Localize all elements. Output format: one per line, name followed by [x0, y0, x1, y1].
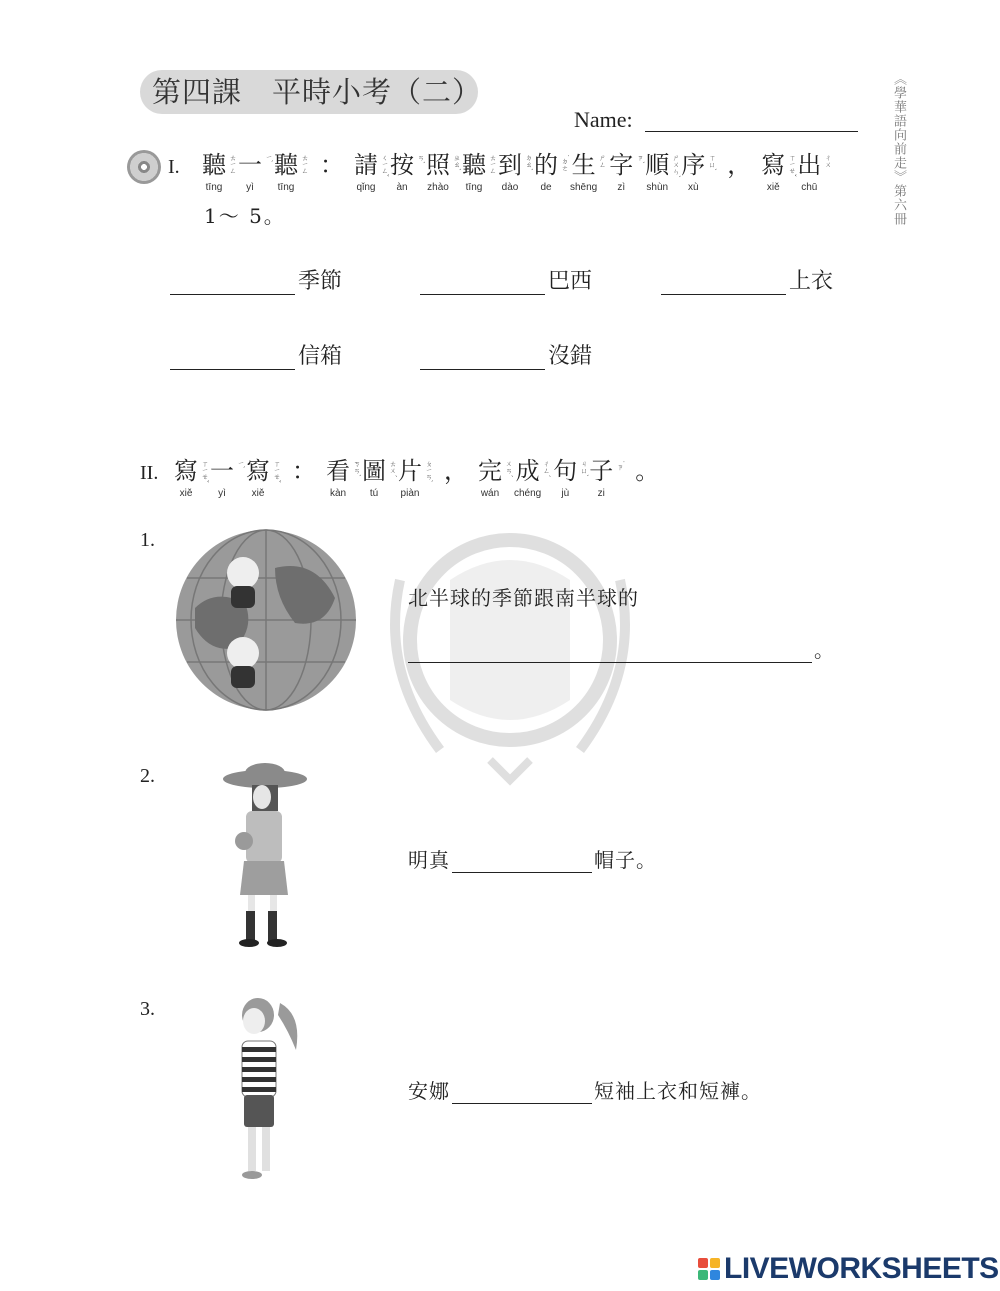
ruby-character: [681, 150, 717, 194]
ruby-character: [534, 150, 569, 194]
pinyin: de: [540, 182, 552, 193]
pinyin: tīng: [277, 182, 295, 193]
ruby-character: [174, 456, 209, 500]
zhuyin: ㄕㄨㄣˋ: [672, 154, 681, 179]
hanzi: 聽 ㄊㄧㄥ: [462, 151, 497, 179]
pinyin: xiě: [179, 488, 193, 499]
ruby-character: [570, 150, 607, 194]
ruby-character: [390, 150, 425, 194]
logo-text: LIVEWORKSHEETS: [724, 1252, 999, 1285]
word-blank-5[interactable]: [420, 339, 592, 370]
hanzi: 請 ㄑㄧㄥˇ: [354, 151, 389, 179]
pinyin: zì: [617, 182, 626, 193]
ruby-character: [246, 456, 281, 500]
section-1-instruction: [202, 150, 833, 194]
word-blank-4[interactable]: [170, 339, 342, 370]
hanzi: 看 ㄎㄢˋ: [326, 457, 361, 485]
ruby-character: [478, 456, 513, 500]
zhuyin: ㄒㄩˋ: [708, 154, 717, 172]
zhuyin: ㄆㄧㄢˋ: [425, 460, 433, 484]
zhuyin: ㄔㄨ: [824, 154, 833, 168]
word-label: 上衣: [789, 269, 834, 294]
name-label: Name:: [574, 107, 633, 132]
pinyin: tīng: [465, 182, 483, 193]
pinyin: chū: [801, 182, 818, 193]
zhuyin: ˙ㄉㄜ: [561, 154, 569, 172]
hanzi: 按 ㄢˋ: [390, 151, 425, 179]
book-side-title: 《學華語向前走》第六冊: [891, 72, 906, 226]
logo-block: [698, 1258, 708, 1268]
girl-ponytail-picture: [230, 995, 302, 1180]
ruby-character: [326, 456, 361, 500]
zhuyin: ㄊㄧㄥ: [229, 154, 237, 174]
question-3-end: 短袖上衣和短褲。: [594, 1079, 762, 1103]
section-1-colon: ：: [320, 151, 344, 179]
zhuyin: ㄐㄩˋ: [580, 460, 589, 478]
zhuyin: ㄊㄨˊ: [389, 460, 397, 478]
section-2-period: 。: [635, 457, 660, 485]
zhuyin: ㄒㄧㄝˇ: [273, 460, 281, 484]
question-1-answer-line[interactable]: [408, 642, 812, 663]
pinyin: wán: [480, 488, 500, 499]
answer-line[interactable]: [170, 272, 295, 295]
question-2-sentence: [408, 844, 657, 873]
answer-line[interactable]: [420, 347, 545, 370]
logo-blocks-icon: [698, 1258, 720, 1280]
answer-line[interactable]: [420, 272, 545, 295]
hanzi: 聽 ㄊㄧㄥ: [274, 151, 309, 179]
logo-block: [698, 1270, 708, 1280]
ruby-character: [462, 150, 497, 194]
zhuyin: ˙ㄗ: [616, 460, 625, 471]
ruby-character: [645, 150, 681, 194]
answer-line[interactable]: [170, 347, 295, 370]
zhuyin: ㄒㄧㄝˇ: [201, 460, 209, 484]
hanzi: 句 ㄐㄩˋ: [553, 457, 589, 485]
audio-cd-icon[interactable]: [127, 150, 161, 184]
pinyin: jù: [561, 488, 570, 499]
zhuyin: ㄑㄧㄥˇ: [381, 154, 389, 178]
hanzi: 一 ㄧˋ: [210, 457, 245, 485]
question-3-start: 安娜: [408, 1079, 450, 1103]
word-label: 巴西: [548, 269, 593, 294]
question-1-sentence: [408, 582, 639, 611]
zhuyin: ㄊㄧㄥ: [301, 154, 309, 174]
page-title: 第四課 平時小考（二）: [140, 70, 478, 114]
hanzi: 一 ㄧˋ: [238, 151, 273, 179]
section-2-colon: ：: [292, 457, 316, 485]
question-1-answer-row: [406, 634, 835, 663]
zhuyin: ㄎㄢˋ: [353, 460, 361, 478]
ruby-character: [514, 456, 551, 500]
hanzi: 寫 ㄒㄧㄝˇ: [174, 457, 209, 485]
section-2-number: II.: [140, 462, 159, 484]
section-1-comma: ，: [727, 151, 752, 179]
zhuyin: ㄧˋ: [265, 154, 273, 164]
zhuyin: ㄢˋ: [417, 154, 425, 165]
hanzi: 子 ˙ㄗ: [589, 457, 625, 485]
word-label: 沒錯: [548, 344, 593, 369]
logo-block: [710, 1270, 720, 1280]
zhuyin: ㄊㄧㄥ: [489, 154, 497, 174]
pinyin: xiě: [766, 182, 780, 193]
ruby-character: [797, 150, 833, 194]
section-2-comma: ，: [444, 457, 468, 485]
globe-picture: [175, 528, 357, 712]
zhuyin: ㄉㄠˋ: [525, 154, 533, 172]
hanzi: 成 ㄔㄥˊ: [515, 457, 551, 485]
hanzi: 完 ㄨㄢˊ: [478, 457, 513, 485]
word-label: 信箱: [298, 344, 343, 369]
ruby-character: [761, 150, 797, 194]
question-1-number: 1.: [140, 529, 155, 551]
pinyin: tú: [369, 488, 379, 499]
ruby-character: [589, 456, 625, 500]
ruby-character: [202, 150, 237, 194]
pinyin: piàn: [400, 488, 420, 499]
zhuyin: ㄓㄠˋ: [453, 154, 461, 172]
hanzi: 聽 ㄊㄧㄥ: [202, 151, 237, 179]
pinyin: chéng: [514, 488, 542, 499]
pinyin: àn: [396, 182, 408, 193]
logo-block: [710, 1258, 720, 1268]
hanzi: 寫 ㄒㄧㄝˇ: [246, 457, 281, 485]
hanzi: 順 ㄕㄨㄣˋ: [645, 151, 681, 179]
pinyin: tīng: [205, 182, 223, 193]
ruby-character: [426, 150, 461, 194]
pinyin: zhào: [427, 182, 449, 193]
zhuyin: ㄕㄥ: [598, 154, 607, 168]
zhuyin: ㄨㄢˊ: [505, 460, 513, 478]
question-2-number: 2.: [140, 765, 155, 787]
ruby-character: [354, 150, 389, 194]
hanzi: 字 ㄗˋ: [609, 151, 645, 179]
pinyin: yì: [218, 488, 226, 499]
ruby-character: [553, 456, 589, 500]
answer-line[interactable]: [661, 272, 786, 295]
word-blank-1[interactable]: [170, 264, 342, 295]
question-1-end: 。: [814, 638, 835, 662]
question-3-sentence: [408, 1075, 762, 1104]
question-1-text: 北半球的季節跟南半球的: [408, 586, 639, 610]
hanzi: 照 ㄓㄠˋ: [426, 151, 461, 179]
pinyin: xiě: [251, 488, 265, 499]
ruby-character: [362, 456, 397, 500]
pinyin: qǐng: [356, 182, 376, 193]
hanzi: 序 ㄒㄩˋ: [681, 151, 717, 179]
word-blank-3[interactable]: [661, 264, 833, 295]
section-1-number: I.: [168, 156, 180, 178]
hanzi: 生 ㄕㄥ: [571, 151, 607, 179]
ruby-character: [398, 456, 433, 500]
question-3-number: 3.: [140, 998, 155, 1020]
zhuyin: ㄔㄥˊ: [542, 460, 551, 478]
hanzi: 的 ˙ㄉㄜ: [534, 151, 569, 179]
hanzi: 到 ㄉㄠˋ: [498, 151, 533, 179]
hanzi: 圖 ㄊㄨˊ: [362, 457, 397, 485]
girl-with-hat-picture: [222, 763, 308, 948]
word-label: 季節: [298, 269, 343, 294]
word-blank-2[interactable]: [420, 264, 592, 295]
question-2-answer-line[interactable]: [452, 852, 592, 873]
question-2-start: 明真: [408, 848, 450, 872]
name-input-line[interactable]: [645, 131, 858, 132]
hanzi: 出 ㄔㄨ: [797, 151, 833, 179]
pinyin: zi: [597, 488, 605, 499]
liveworksheets-logo[interactable]: [698, 1252, 999, 1286]
section-1-range: 1～ 5。: [204, 204, 286, 228]
section-2-instruction: [174, 456, 669, 500]
zhuyin: ㄒㄧㄝˇ: [788, 154, 797, 178]
zhuyin: ㄧˋ: [237, 460, 245, 470]
ruby-character: [274, 150, 309, 194]
question-3-answer-line[interactable]: [452, 1083, 592, 1104]
hanzi: 寫 ㄒㄧㄝˇ: [761, 151, 797, 179]
hanzi: 片 ㄆㄧㄢˋ: [398, 457, 433, 485]
pinyin: xù: [687, 182, 699, 193]
ruby-character: [210, 456, 245, 500]
ruby-character: [609, 150, 645, 194]
zhuyin: ㄗˋ: [636, 154, 645, 165]
pinyin: kàn: [329, 488, 347, 499]
pinyin: shùn: [646, 182, 669, 193]
pinyin: yì: [246, 182, 254, 193]
ruby-character: [498, 150, 533, 194]
pinyin: dào: [501, 182, 519, 193]
pinyin: shēng: [570, 182, 598, 193]
ruby-character: [238, 150, 273, 194]
question-2-end: 帽子。: [594, 848, 657, 872]
